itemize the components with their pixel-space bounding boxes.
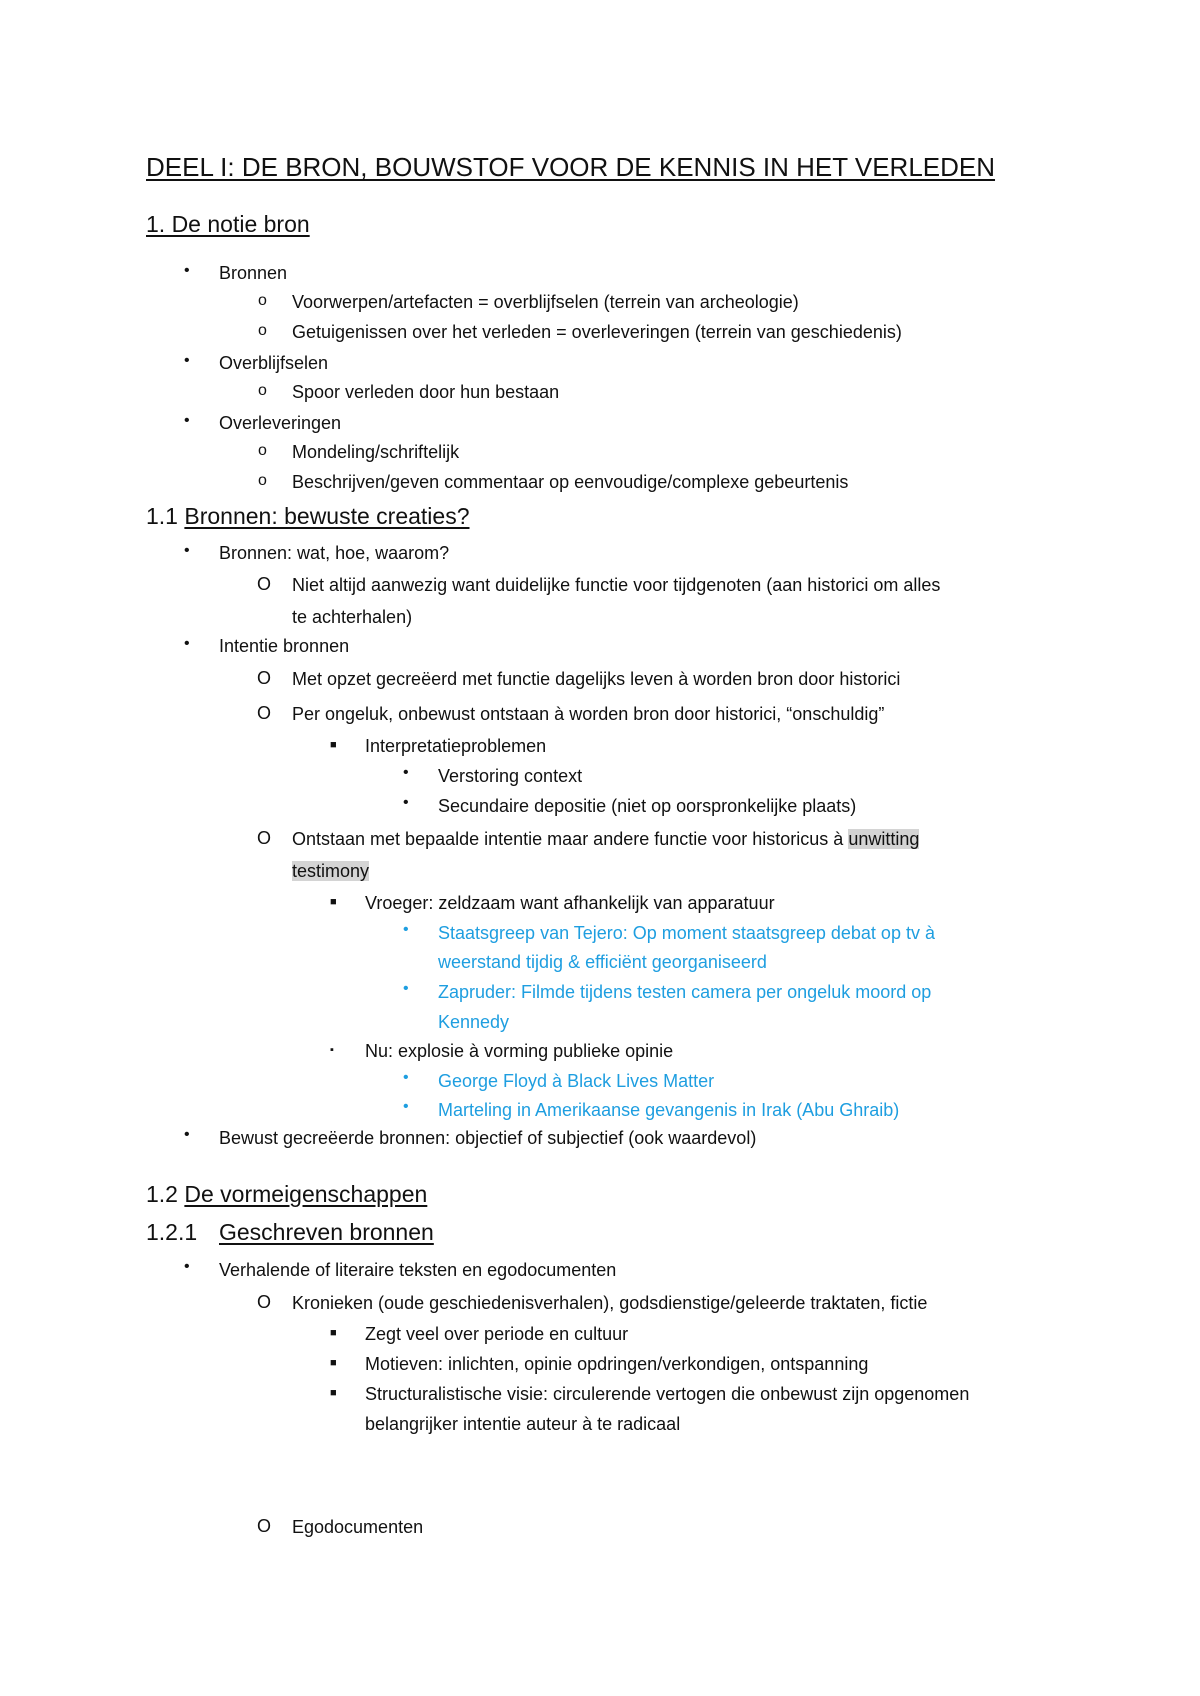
bullet-dot-blue: •: [403, 980, 409, 997]
bullet-dot: •: [184, 1258, 190, 1275]
list-item-blue: Marteling in Amerikaanse gevangenis in Irak (Abu Ghraib): [438, 1100, 900, 1120]
section-number: 1.1: [146, 503, 178, 529]
bullet-square: ■: [330, 1357, 337, 1369]
list-item: Voorwerpen/artefacten = overblijfselen (terrein van archeologie): [292, 292, 799, 312]
bullet-circle: O: [257, 668, 272, 688]
bullet-circle: O: [257, 1292, 272, 1312]
bullet-dot: •: [184, 1126, 190, 1143]
section-heading-1-1: [146, 503, 470, 530]
list-item: Vroeger: zeldzaam want afhankelijk van apparatuur: [365, 893, 775, 913]
bullet-square: ■: [330, 1327, 337, 1339]
bullet-dot-blue: •: [403, 1098, 409, 1115]
list-item-continuation-blue: weerstand tijdig & efficiënt georganiseerd: [438, 952, 767, 972]
bullet-square: ■: [330, 896, 337, 908]
list-item: Interpretatieproblemen: [365, 736, 547, 756]
list-item: Mondeling/schriftelijk: [292, 442, 460, 462]
bullet-square-small: ▪: [330, 1044, 334, 1056]
list-item-continuation: [292, 860, 369, 882]
bullet-dot: •: [184, 412, 190, 429]
bullet-dot: •: [403, 794, 409, 811]
list-item: Niet altijd aanwezig want duidelijke functie voor tijdgenoten (aan historici om alles: [292, 575, 941, 595]
bullet-o: o: [258, 442, 267, 459]
list-item: Beschrijven/geven commentaar op eenvoudige/complexe gebeurtenis: [292, 472, 849, 492]
bullet-dot-blue: •: [403, 921, 409, 938]
bullet-square: ■: [330, 1387, 337, 1399]
list-item-blue: Staatsgreep van Tejero: Op moment staatsgreep debat op tv à: [438, 923, 935, 943]
section-number: 1.2.1: [146, 1219, 198, 1245]
list-item: Overblijfselen: [219, 353, 329, 373]
list-item-continuation-blue: Kennedy: [438, 1012, 510, 1032]
list-item: Bewust gecreëerde bronnen: objectief of subjectief (ook waardevol): [219, 1128, 757, 1148]
list-item: Verstoring context: [438, 766, 583, 786]
bullet-circle: O: [257, 1516, 272, 1536]
section-heading-1-2-1: [146, 1219, 197, 1246]
list-item: Motieven: inlichten, opinie opdringen/verkondigen, ontspanning: [365, 1354, 869, 1374]
list-item-blue: Zapruder: Filmde tijdens testen camera per ongeluk moord op: [438, 982, 932, 1002]
list-item-continuation: te achterhalen): [292, 607, 413, 627]
list-item: Verhalende of literaire teksten en egodocumenten: [219, 1260, 617, 1280]
list-item: Secundaire depositie (niet op oorspronkelijke plaats): [438, 796, 857, 816]
highlighted-term: testimony: [292, 861, 370, 881]
bullet-dot: •: [184, 542, 190, 559]
section-heading-1-2-1-title: [219, 1219, 434, 1246]
list-item: Egodocumenten: [292, 1517, 424, 1537]
list-item: Zegt veel over periode en cultuur: [365, 1324, 629, 1344]
list-item: Kronieken (oude geschiedenisverhalen), godsdienstige/geleerde traktaten, fictie: [292, 1293, 928, 1313]
section-heading-1-2-text: De vormeigenschappen: [184, 1181, 428, 1207]
bullet-dot: •: [184, 635, 190, 652]
page-title: DEEL I: DE BRON, BOUWSTOF VOOR DE KENNIS IN HET VERLEDEN: [146, 152, 996, 182]
section-heading-1: [146, 211, 310, 238]
list-item: [292, 828, 919, 850]
list-item: Nu: explosie à vorming publieke opinie: [365, 1041, 674, 1061]
list-item-text: Ontstaan met bepaalde intentie maar andere functie voor historicus à: [292, 829, 849, 849]
list-item: Overleveringen: [219, 413, 342, 433]
bullet-o: o: [258, 472, 267, 489]
section-heading-1-2: [146, 1181, 427, 1208]
list-item-continuation: belangrijker intentie auteur à te radicaal: [365, 1414, 681, 1434]
list-item: Bronnen: wat, hoe, waarom?: [219, 543, 450, 563]
highlighted-term: unwitting: [848, 829, 920, 849]
bullet-dot: •: [403, 764, 409, 781]
bullet-circle: O: [257, 574, 272, 594]
section-number: 1.2: [146, 1181, 178, 1207]
list-item: Met opzet gecreëerd met functie dagelijks leven à worden bron door historici: [292, 669, 901, 689]
section-heading-1-1-text: Bronnen: bewuste creaties?: [184, 503, 470, 529]
list-item: Per ongeluk, onbewust ontstaan à worden bron door historici, “onschuldig”: [292, 704, 885, 724]
section-heading-1-2-1-text: Geschreven bronnen: [219, 1219, 434, 1245]
list-item-blue: George Floyd à Black Lives Matter: [438, 1071, 715, 1091]
bullet-dot: •: [184, 352, 190, 369]
bullet-circle: O: [257, 703, 272, 723]
list-item: Getuigenissen over het verleden = overleveringen (terrein van geschiedenis): [292, 322, 902, 342]
list-item: Spoor verleden door hun bestaan: [292, 382, 560, 402]
bullet-circle: O: [257, 828, 272, 848]
list-item: Intentie bronnen: [219, 636, 350, 656]
section-heading-1-text: 1. De notie bron: [146, 211, 310, 237]
bullet-o: o: [258, 292, 267, 309]
bullet-o: o: [258, 382, 267, 399]
bullet-o: o: [258, 322, 267, 339]
bullet-dot-blue: •: [403, 1069, 409, 1086]
bullet-dot: •: [184, 262, 190, 279]
list-item: Bronnen: [219, 263, 288, 283]
list-item: Structuralistische visie: circulerende vertogen die onbewust zijn opgenomen: [365, 1384, 970, 1404]
bullet-square: ■: [330, 739, 337, 751]
